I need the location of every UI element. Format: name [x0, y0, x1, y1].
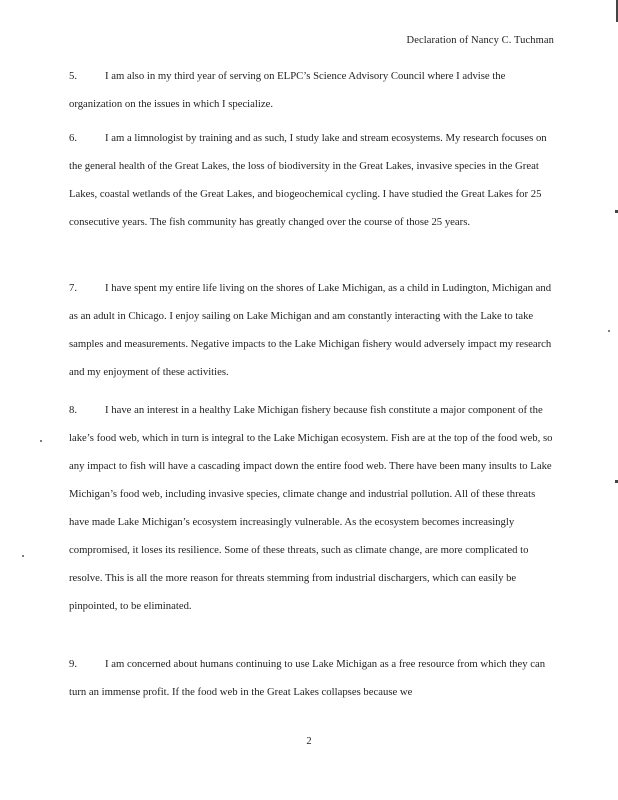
paragraph-7	[69, 274, 555, 386]
page-number: 2	[306, 736, 312, 747]
paragraph-number: 6.	[69, 132, 78, 144]
paragraph-text: I am concerned about humans continuing to use Lake Michigan as a free resource from which they can turn an immense profit. If the food web in the Great Lakes collapses because we	[69, 658, 546, 698]
paragraph-text: I am a limnologist by training and as such, I study lake and stream ecosystems. My research focuses on the general health of the Great Lakes, the loss of biodiversity in the Great Lakes, invasive species in the Great Lakes, coastal wetlands of the Great Lakes, and biogeochemical cycling. I have studied the Great Lakes for 25 consecutive years. The fish community has greatly changed over the course of those 25 years.	[69, 132, 547, 228]
paragraph-5	[69, 62, 555, 118]
paragraph-number: 7.	[69, 282, 78, 294]
paragraph-9	[69, 650, 555, 706]
paragraph-number: 9.	[69, 658, 78, 670]
running-header: Declaration of Nancy C. Tuchman	[406, 35, 554, 46]
scan-speck	[608, 330, 610, 332]
paragraph-6	[69, 124, 555, 236]
paragraph-text: I have spent my entire life living on the shores of Lake Michigan, as a child in Ludington, Michigan and as an adult in Chicago. I enjoy sailing on Lake Michigan and am constantly interacting with the Lake to take samples and measurements. Negative impacts to the Lake Michigan fishery would adversely impact my research and my enjoyment of these activities.	[69, 282, 552, 378]
paragraph-text: I have an interest in a healthy Lake Michigan fishery because fish constitute a major component of the lake’s food web, which in turn is integral to the Lake Michigan ecosystem. Fish are at the top of the food web, so any impact to fish will have a cascading impact down the entire food web. There have been many insults to Lake Michigan’s food web, including invasive species, climate change and industrial pollution. All of these threats have made Lake Michigan’s ecosystem increasingly vulnerable. As the ecosystem becomes increasingly compromised, it loses its resilience. Some of these threats, such as climate change, are more complicated to resolve. This is all the more reason for threats stemming from industrial dischargers, which can easily be pinpointed, to be eliminated.	[69, 404, 553, 612]
paragraph-text: I am also in my third year of serving on ELPC’s Science Advisory Council where I advise the organization on the issues in which I specialize.	[69, 70, 506, 110]
paragraph-8	[69, 396, 555, 620]
paragraph-number: 8.	[69, 404, 78, 416]
scan-speck	[40, 440, 42, 442]
paragraph-number: 5.	[69, 70, 78, 82]
scan-speck	[22, 555, 24, 557]
